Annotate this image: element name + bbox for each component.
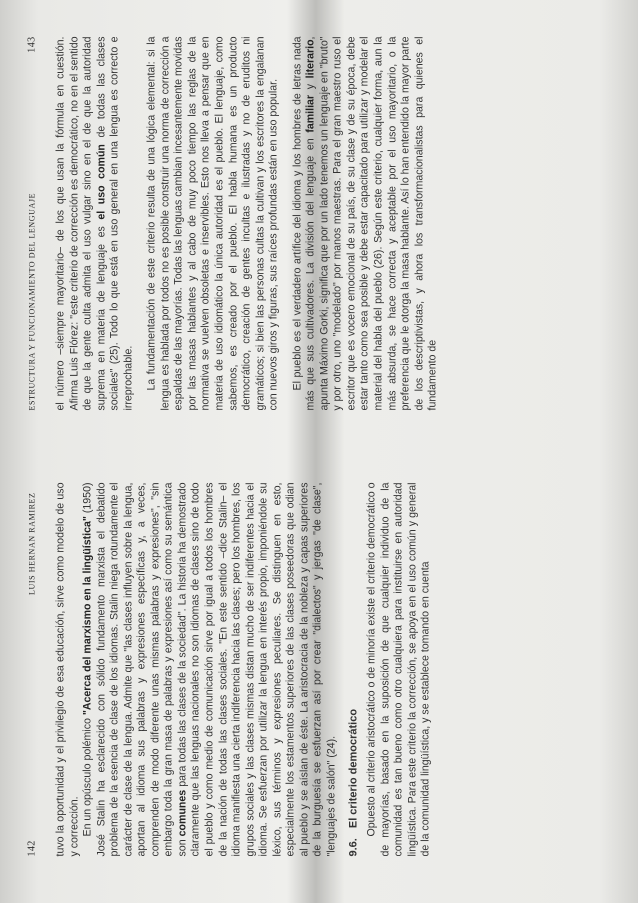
left-p2-text-a: En un opúsculo polémico <box>81 715 94 837</box>
right-p1-text-a: el número –siempre mayoritario– de los que usan la fórmula en cuestión. Afirma Luis Flórez: "este criterio de corrección es democrático, no en el sentido de que la gente culta admita el uso vulgar sino en el de que la autoridad suprema en materia de lenguaje es <box>54 36 108 411</box>
left-page-number: 142 <box>26 840 38 857</box>
left-p2-text-c: (1950) José Stalin ha esclarecido con sólido fundamento marxista el debatido problema de la esencia de clase de los idiomas. Stalin niega rotundamente el carácter de clase de la lengua. Admite que "las clases influyen sobre la lengua, aportan al idioma sus palabras y expresiones específicas y, a veces, comprenden de modo diferente unas mismas palabras y expresiones", "sin embargo toda la gran masa de palabras y expresiones así como su semántica son <box>81 482 189 857</box>
left-p2-text-e: para todas las clases de la sociedad". La historia ha demostrado claramente que las lenguas nacionales no son idiomas de clases sino de todo el pueblo y como medio de comunicación sirve por igual a todos los hombres de la nación de todas las clases sociales. "En este sentido –dice Stalin– el idioma manifiesta una cierta indiferencia hacia las clases; pero los hombres, los grupos sociales y las clases mismas distan mucho de ser indiferentes hacia el idioma. Se esfuerzan por utilizar la lengua en interés propio, imponiéndole su léxico, sus términos y expresiones peculiares. Se distinguen en esto, especialmente los estamentos superiores de las clases poseedoras que odian al pueblo y se aíslan de éste. La aristocracia de la nobleza y capas superiores de la burguesía se esfuerzan así por crear "dialectos" y jergas "de clase", "lenguajes de salón" (24). <box>176 482 338 857</box>
left-running-title: LUIS HERNAN RAMIREZ <box>27 492 37 596</box>
left-p2-bold-title: "Acerca del marxismo en la lingüística" <box>81 516 94 716</box>
left-page <box>1 463 638 883</box>
right-p1-text-c: de todas las clases sociales" (25). Todo lo que está en uso general en una lengua es correcto e irreprochable. <box>95 36 135 411</box>
book-spread-rotated <box>1 0 638 903</box>
left-paragraph-3: Opuesto al criterio aristocrático o de minoría existe el criterio democrático o de mayorías, basado en la suposición de que cualquier individuo de la comunidad es tan bueno como otro cualquiera para instituirse en autoridad lingüística. Para este criterio la corrección, se apoya en el uso común y general de la comunidad lingüística, y se establece tomando en cuenta <box>365 482 432 857</box>
right-paragraph-3 <box>291 37 440 411</box>
section-title: El criterio democrático <box>347 708 360 829</box>
left-running-head <box>27 483 43 857</box>
left-paragraph-1: tuvo la oportunidad y el privilegio de esa educación, sirve como modelo de uso y corrección. <box>54 482 81 857</box>
right-p3-text-e: , apunta Máximo Gorki, significa que por un lado tenemos un lenguaje en "bruto" y por otro, uno "modelado" por manos maestras. Para el gran maestro ruso el escritor que es vocero emocional de su país, de su clase y de su época, debe estar tanto como sea posible y debe estar capacitado para utilizar y modelar el material del habla del pueblo (26). Según este criterio, cualquier forma, aun la más absurda, se hace correcta y aceptable por el uso mayoritario, o la preferencia que le otorga la masa hablante. Así lo han entendido la mayor parte de los descriptivistas, y ahora los transformacionalistas para quienes el fundamento de <box>304 36 439 411</box>
right-paragraph-1 <box>55 37 136 411</box>
right-p3-text-c: y <box>304 78 317 95</box>
right-p3-bold-literario: literario <box>304 39 317 79</box>
right-p1-bold-uso-comun: el uso común <box>95 144 108 220</box>
section-number: 9.6. <box>347 838 360 857</box>
left-page-body <box>55 483 629 857</box>
left-paragraph-2 <box>82 483 339 857</box>
right-running-title: ESTRUCTURA Y FUNCIONAMIENTO DEL LENGUAJE <box>27 192 37 411</box>
section-heading <box>348 483 362 857</box>
right-paragraph-2: La fundamentación de este criterio resulta de una lógica elemental: si la lengua es hablada por todos no es posible construir una norma de corrección a espaldas de las mayorías. Todas las lenguas cambian incesantemente movidas por las masas hablantes y al cabo de muy poco tiempo las reglas de la normativa se vuelven obsoletas e inservibles. Esto nos lleva a pensar que en materia de uso idiomático la única autoridad es el pueblo. El lenguaje, como sabemos, es creado por el pueblo. El habla humana es un producto democrático, creación de gentes incultas e ilustradas y no de eruditos ni gramáticos; si bien las personas cultas la cultivan y los escritores la engalanan con nuevos giros y figuras, sus raíces profundas están en uso popular. <box>145 36 280 411</box>
right-page-body <box>55 37 629 411</box>
right-p3-text-a: El pueblo es el verdadero artífice del idioma y los hombres de letras nada más que sus cultivadores. La división del lenguaje en <box>291 36 317 411</box>
right-p3-bold-familiar: familiar <box>304 94 317 133</box>
right-page <box>1 17 638 437</box>
right-running-head <box>27 37 43 411</box>
left-p2-bold-comunes: comunes <box>176 789 189 837</box>
right-page-number: 143 <box>26 36 38 53</box>
